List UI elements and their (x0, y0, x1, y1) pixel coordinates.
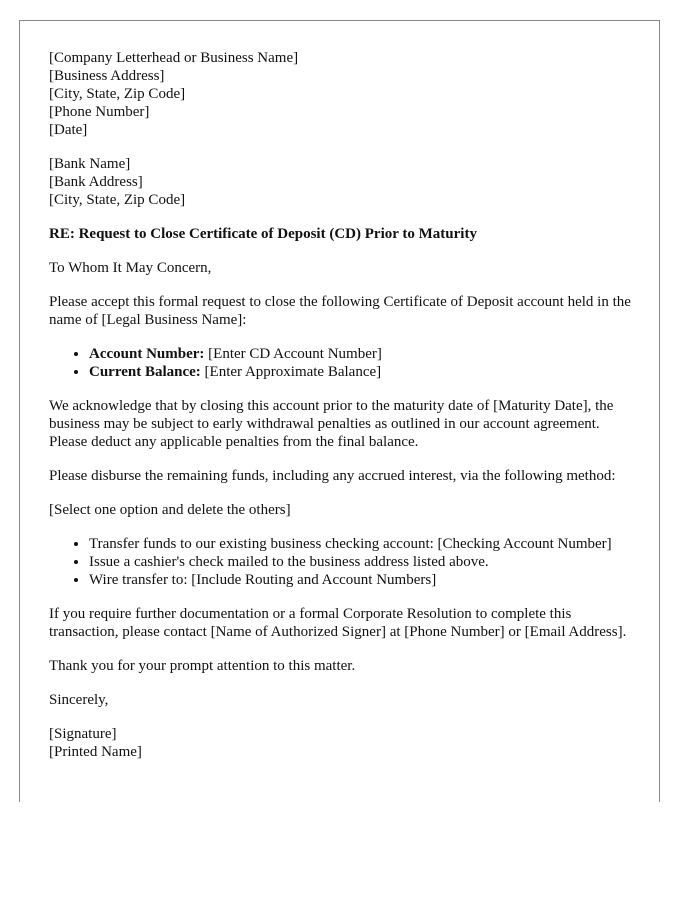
sender-name: [Company Letterhead or Business Name] (49, 50, 299, 66)
recipient-block (49, 155, 639, 209)
signature-placeholder: [Signature] (49, 726, 117, 742)
bank-name: [Bank Name] (49, 156, 131, 172)
account-number-label: Account Number: (89, 346, 205, 362)
closing-line: Sincerely, (49, 692, 109, 708)
intro-paragraph: Please accept this formal request to close the following Certificate of Deposit account held in the name of [Legal Business Name]: (49, 294, 631, 328)
list-item (89, 363, 639, 381)
bank-city-state-zip: [City, State, Zip Code] (49, 192, 186, 208)
contact-paragraph: If you require further documentation or a formal Corporate Resolution to complete this transaction, please contact [Name of Authorized Signer] at [Phone Number] or [Email Address]. (49, 606, 627, 640)
select-note: [Select one option and delete the others] (49, 502, 291, 518)
subject-line: RE: Request to Close Certificate of Deposit (CD) Prior to Maturity (49, 226, 477, 242)
sender-block (49, 49, 639, 139)
account-number-value: [Enter CD Account Number] (204, 346, 382, 362)
sender-address: [Business Address] (49, 68, 165, 84)
disbursement-options-list (49, 535, 639, 589)
list-item: • Transfer funds to our existing business checking account: [Checking Account Number] (89, 535, 639, 553)
thanks-line: Thank you for your prompt attention to this matter. (49, 658, 356, 674)
bank-address: [Bank Address] (49, 174, 143, 190)
disburse-paragraph: Please disburse the remaining funds, including any accrued interest, via the following method: (49, 468, 616, 484)
signature-block (49, 725, 639, 761)
sender-city-state-zip: [City, State, Zip Code] (49, 86, 186, 102)
account-details-list (49, 345, 639, 381)
list-item (89, 345, 639, 363)
current-balance-value: [Enter Approximate Balance] (200, 364, 382, 380)
letter-page (19, 20, 660, 802)
letter-body (49, 49, 639, 777)
salutation: To Whom It May Concern, (49, 260, 212, 276)
list-item: • Wire transfer to: [Include Routing and Account Numbers] (89, 571, 639, 589)
list-item: • Issue a cashier's check mailed to the business address listed above. (89, 553, 639, 571)
penalty-paragraph: We acknowledge that by closing this account prior to the maturity date of [Maturity Date], the business may be subject to early withdrawal penalties as outlined in our account agreement. Please deduct any applicable penalties from the final balance. (49, 398, 614, 450)
current-balance-label: Current Balance: (89, 364, 201, 380)
letter-date: [Date] (49, 122, 88, 138)
sender-phone: [Phone Number] (49, 104, 150, 120)
printed-name: [Printed Name] (49, 744, 142, 760)
